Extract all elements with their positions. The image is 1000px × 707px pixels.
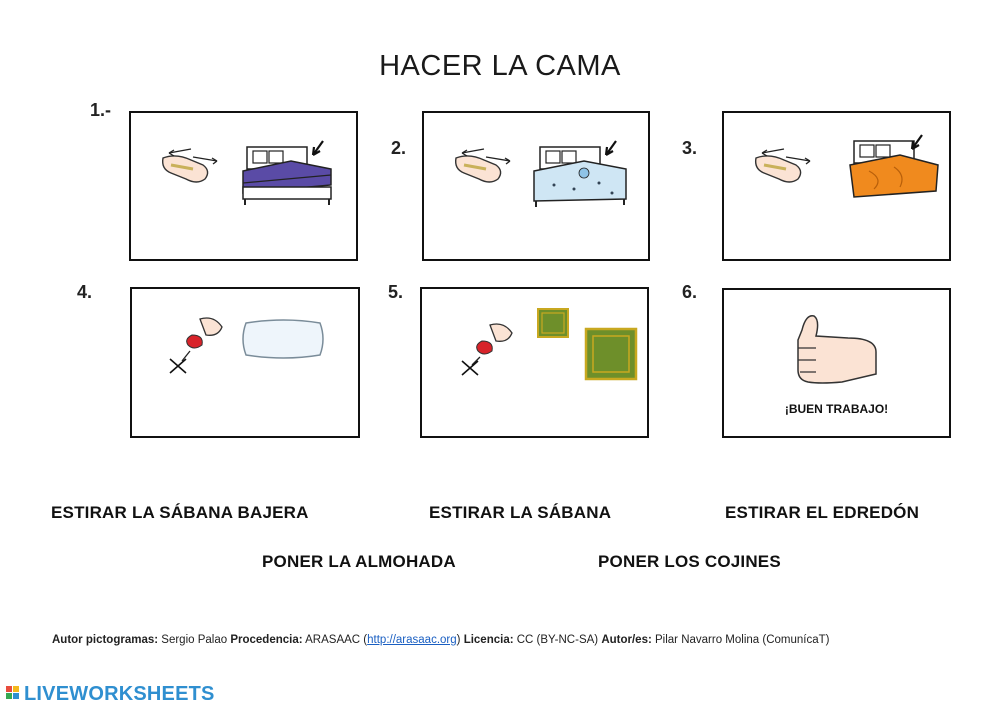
step-card-4[interactable]: [130, 287, 360, 438]
liveworksheets-logo[interactable]: [6, 683, 215, 705]
stretch-fitted-sheet-icon: [131, 113, 356, 259]
source-close: ): [456, 634, 461, 646]
credits-line: [52, 634, 829, 646]
step-number-4: 4.: [77, 282, 93, 302]
step-number-5: 5.: [388, 282, 404, 302]
step-number-3: 3.: [682, 138, 698, 158]
cushion-icon: [586, 329, 636, 379]
liveworksheets-logo-icon: [6, 686, 20, 702]
step-card-1[interactable]: [129, 111, 358, 261]
license-label: Licencia:: [463, 634, 514, 646]
step-number-6: 6.: [682, 282, 698, 302]
placing-hand-icon: [182, 318, 222, 361]
authors-label: Autor/es:: [601, 634, 652, 646]
bed-icon: [243, 147, 331, 205]
step-card-6[interactable]: [722, 288, 951, 438]
brand-name: LIVEWORKSHEETS: [24, 682, 215, 705]
step-card-5[interactable]: [420, 287, 649, 438]
arasaac-link[interactable]: http://arasaac.org: [367, 634, 457, 646]
pulling-hand-icon: [456, 149, 510, 182]
cushion-icon: [538, 309, 568, 337]
answer-label-2[interactable]: ESTIRAR LA SÁBANA: [429, 503, 612, 522]
source-label: Procedencia:: [230, 634, 303, 646]
author-name: Sergio Palao: [161, 634, 228, 646]
answer-label-1[interactable]: ESTIRAR LA SÁBANA BAJERA: [51, 503, 309, 522]
x-mark-icon: [170, 359, 186, 373]
answer-label-5[interactable]: PONER LOS COJINES: [598, 552, 781, 571]
pulling-hand-icon: [756, 149, 810, 182]
x-mark-icon: [462, 361, 478, 375]
stretch-sheet-icon: [424, 113, 648, 259]
step-card-2[interactable]: [422, 111, 650, 261]
place-cushions-icon: [422, 289, 647, 436]
good-job-caption: ¡BUEN TRABAJO!: [784, 402, 889, 416]
answer-label-4[interactable]: PONER LA ALMOHADA: [262, 552, 456, 571]
authors-value: Pilar Navarro Molina (ComunícaT): [655, 634, 830, 646]
page-title: HACER LA CAMA: [379, 50, 621, 82]
answer-label-3[interactable]: ESTIRAR EL EDREDÓN: [725, 503, 920, 522]
step-number-2: 2.: [391, 138, 407, 158]
author-label: Autor pictogramas:: [52, 634, 159, 646]
stretch-duvet-icon: [724, 113, 949, 259]
step-number-1: 1.-: [90, 100, 112, 120]
placing-hand-icon: [472, 324, 512, 365]
bed-icon: [534, 147, 626, 207]
license-value: CC (BY-NC-SA): [516, 634, 599, 646]
pillow-icon: [243, 320, 323, 358]
source-name: ARASAAC (: [305, 634, 368, 646]
place-pillow-icon: [132, 289, 358, 436]
bed-icon: [850, 141, 938, 197]
pulling-hand-icon: [163, 149, 217, 182]
step-card-3[interactable]: [722, 111, 951, 261]
